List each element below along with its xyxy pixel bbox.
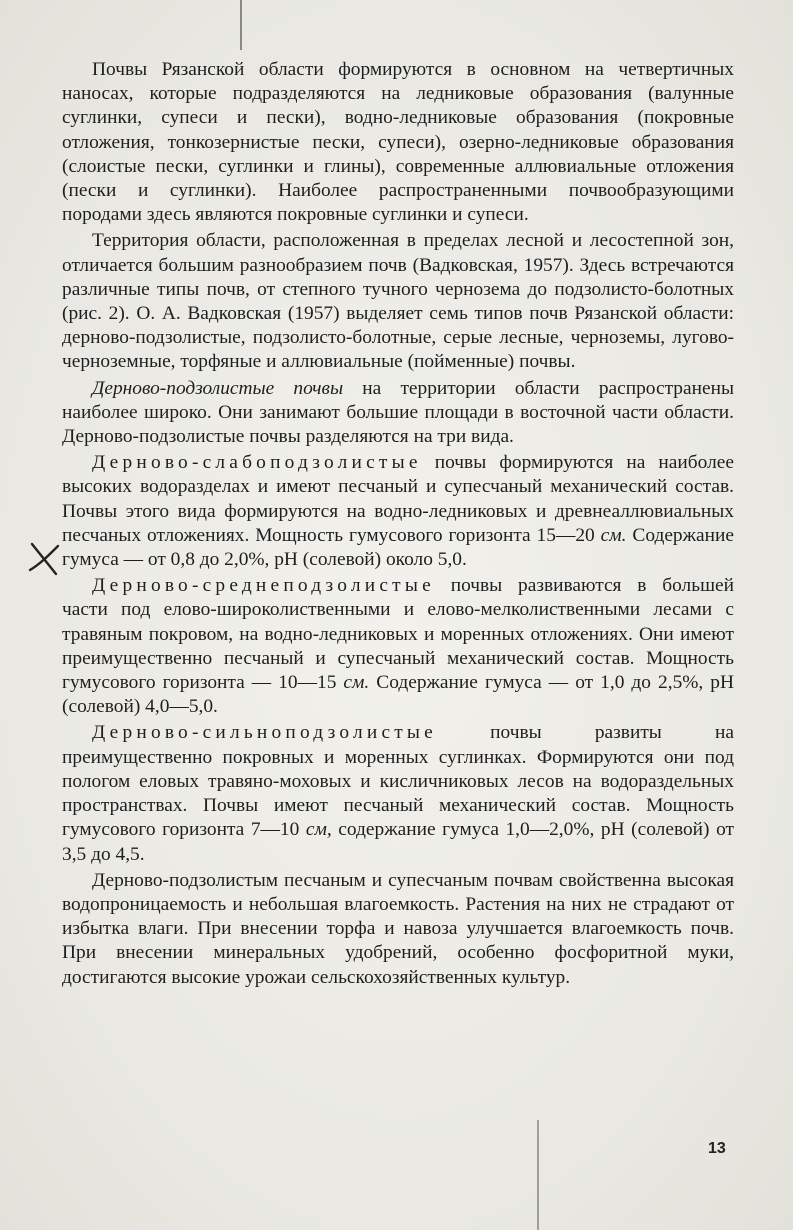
fold-line: [537, 1120, 539, 1230]
sod-podzolic-paragraph: [62, 377, 734, 450]
territory-paragraph: Территория области, расположенная в пределах лесной и лесостепной зон, отличается большим разнообразием почв (Вадковская, 1957). Здесь встречаются различные типы почв, от степного тучного чернозема до подзолисто-болотных (рис. 2). О. А. Вадковская (1957) выделяет семь типов почв Рязанской области: дерново-подзолистые, подзолисто-болотные, серые лесные, черноземы, лугово-черноземные, торфяные и аллювиальные (пойменные) почвы.: [62, 230, 734, 373]
strongly-podzolic-paragraph: [62, 721, 734, 866]
unit-cm: см.: [343, 672, 370, 694]
medium-podzolic-text: почвы развиваются в большей части под елово-широколиственными и елово-мелколиственными лесами с травяным покровом, на водно-ледниковых и моренных отложениях. Они имеют преимущественно песчаный и супесчаный механический состав. Мощность гумусового горизонта — 10—15: [62, 575, 734, 694]
weakly-podzolic-paragraph: [62, 451, 734, 572]
medium-podzolic-paragraph: [62, 574, 734, 719]
weakly-podzolic-text-2: Содержание гумуса — от 0,8 до 2,0%, pH (солевой) около 5,0.: [62, 524, 734, 571]
strongly-podzolic-text: почвы развиты на преимущественно покровных и моренных суглинках. Формируются они под пологом еловых травяно-моховых и кисличниковых лесов на водораздельных пространствах. Почвы имеют песчаный механический состав. Мощность гумусового горизонта 7—10: [62, 722, 734, 841]
weakly-podzolic-term: Дерново-слабоподзолистые: [92, 452, 422, 474]
fold-line: [240, 0, 242, 50]
sod-podzolic-term: Дерново-подзолистые почвы: [92, 377, 344, 399]
sod-podzolic-text: на территории области распространены наиболее широко. Они занимают большие площади в восточной части области. Дерново-подзолистые почвы разделяются на три вида.: [62, 377, 734, 448]
closing-paragraph: Дерново-подзолистым песчаным и супесчаным почвам свойственна высокая водопроницаемость и небольшая влагоемкость. Растения на них не страдают от избытка влаги. При внесении торфа и навоза улучшается влагоемкость почв. При внесении минеральных удобрений, особенно фосфоритной муки, достигаются высокие урожаи сельскохозяйственных культур.: [62, 869, 734, 988]
strongly-podzolic-term: Дерново-сильноподзолистые: [92, 722, 437, 744]
medium-podzolic-term: Дерново-среднеподзолистые: [92, 575, 435, 597]
page-number: 13: [708, 1140, 726, 1157]
unit-cm: см,: [305, 819, 332, 841]
strongly-podzolic-text-2: содержание гумуса 1,0—2,0%, pH (солевой) от 3,5 до 4,5.: [62, 819, 734, 865]
unit-cm: см.: [600, 524, 627, 546]
medium-podzolic-text-2: Содержание гумуса — от 1,0 до 2,5%, pH (солевой) 4,0—5,0.: [62, 672, 734, 718]
weakly-podzolic-text: почвы формируются на наиболее высоких водоразделах и имеют песчаный и супесчаный механический состав. Почвы этого вида формируются на водно-ледниковых и древнеаллювиальных песчаных отложениях. Мощность гумусового горизонта 15—20: [62, 452, 734, 546]
intro-paragraph: Почвы Рязанской области формируются в основном на четвертичных наносах, которые подразделяются на ледниковые образования (валунные суглинки, супеси и пески), водно-ледниковые образования (покровные отложения, тонкозернистые пески, супеси), озерно-ледниковые образования (слоистые пески, суглинки и глины), современные аллювиальные отложения (пески и суглинки). Наиболее распространенными почвообразующими породами здесь являются покровные суглинки и супеси.: [62, 59, 734, 226]
handwritten-x-mark: [26, 540, 62, 576]
document-body: [62, 58, 734, 990]
